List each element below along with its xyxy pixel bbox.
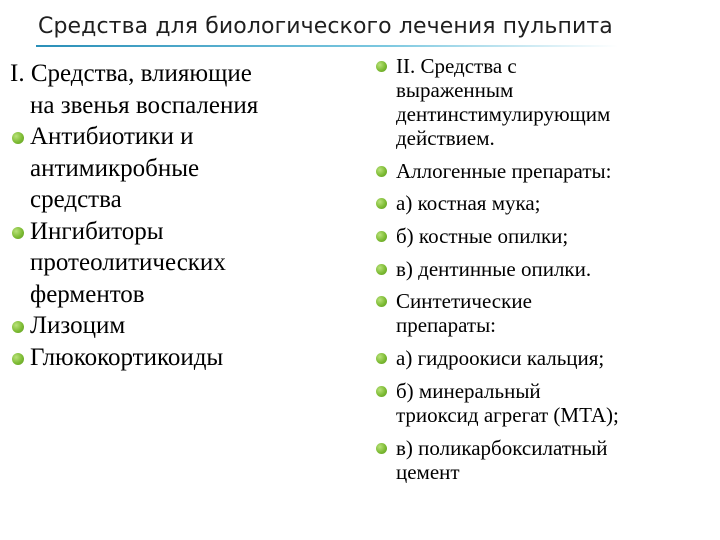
list-item-allogeneic [374, 159, 714, 183]
list-item-line: цемент [396, 459, 460, 484]
list-item-line: Ингибиторы [30, 217, 164, 245]
list-item-line: а) костная мука; [396, 191, 541, 216]
title-underline [36, 45, 618, 47]
list-item-line: а) гидроокиси кальция; [396, 346, 605, 371]
list-item-line: антимикробные [30, 154, 200, 182]
bullet-icon [12, 353, 24, 365]
list-item-calcium-hydroxide [374, 346, 714, 370]
list-item-line: протеолитических [30, 249, 226, 276]
list-item-line: Аллогенные препараты: [396, 158, 612, 183]
bullet-icon [376, 296, 387, 307]
list-item-synthetic [374, 289, 714, 337]
right-column [374, 54, 714, 484]
left-heading-line: I. Средства, влияющие [10, 60, 252, 87]
list-item-line: Лизоцим [30, 312, 126, 339]
right-heading [374, 54, 714, 150]
list-item-line: средства [30, 186, 122, 213]
bullet-icon [12, 132, 24, 144]
list-item-line: дентинстимулирующим [396, 102, 611, 126]
list-item-inhibitors [10, 216, 340, 311]
list-item-polycarboxylate [374, 436, 714, 484]
bullet-icon [376, 386, 387, 397]
list-item-lysozyme [10, 310, 340, 342]
bullet-icon [376, 198, 387, 209]
list-item-glucocorticoids [10, 342, 340, 374]
list-item-line: выраженным [396, 78, 514, 102]
bullet-icon [376, 231, 387, 242]
bullet-icon [376, 61, 387, 72]
list-item-line: действием. [396, 126, 495, 150]
list-item-line: в) поликарбоксилатный [396, 435, 608, 460]
list-item-line: б) костные опилки; [396, 224, 569, 249]
list-item-line: триоксид агрегат (МТА); [396, 402, 619, 427]
left-column [10, 58, 340, 373]
bullet-icon [12, 321, 24, 333]
left-heading [10, 58, 340, 121]
list-item-dentin-filings [374, 257, 714, 281]
list-item-line: Антибиотики и [30, 123, 194, 150]
bullet-icon [376, 353, 387, 364]
list-item-line: Синтетические [396, 289, 532, 314]
slide-title: Средства для биологического лечения пульпита [38, 14, 613, 39]
bullet-icon [376, 264, 387, 275]
list-item-antibiotics [10, 121, 340, 216]
left-heading-line: на звенья воспаления [30, 91, 259, 119]
bullet-icon [376, 443, 387, 454]
list-item-bone-meal [374, 191, 714, 215]
list-item-line: ферментов [30, 280, 145, 308]
list-item-line: в) дентинные опилки. [396, 256, 592, 281]
bullet-icon [12, 227, 24, 239]
list-item-bone-filings [374, 224, 714, 248]
list-item-mta [374, 379, 714, 427]
list-item-line: б) минеральный [396, 378, 541, 403]
bullet-icon [376, 166, 387, 177]
list-item-line: Глюкокортикоиды [30, 343, 224, 371]
list-item-line: препараты: [396, 313, 497, 338]
list-item-line: II. Средства с [396, 54, 517, 78]
